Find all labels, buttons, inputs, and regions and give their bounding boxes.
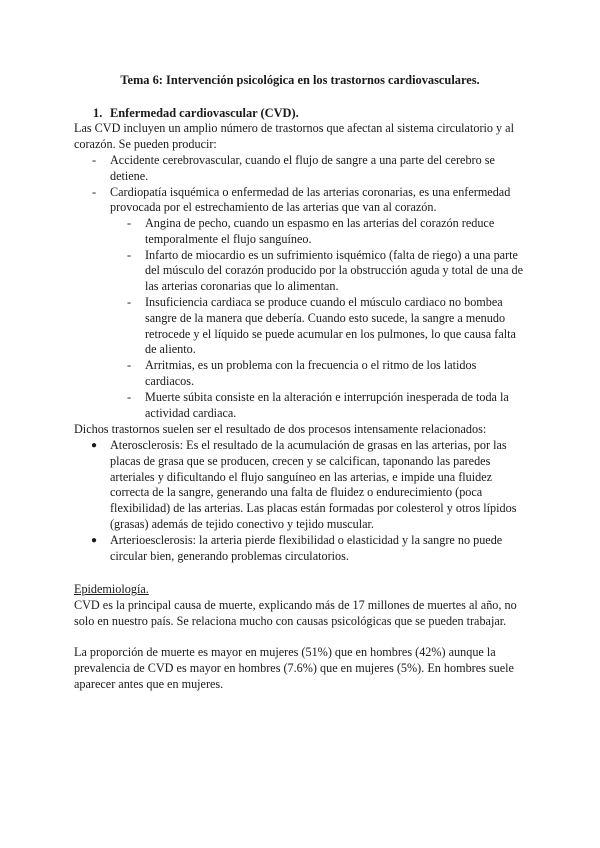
list-item	[127, 294, 525, 358]
list-item	[127, 247, 525, 295]
list-item-text: Aterosclerosis: Es el resultado de la acumulación de grasas en las arterias, por las placas de grasa que se producen, crecen y se calcifican, taponando las paredes arteriales y dificultando el flujo sanguíneo en las arterias, e impide una fluidez correcta de la sangre, generando una falta de fluidez o endurecimiento (poca flexibilidad) de las arterias. Las placas están formadas por colesterol y otros lípidos (grasas) además de tejido conectivo y tejido muscular.	[110, 438, 517, 531]
dash-marker: -	[127, 358, 132, 373]
section-number: 1.	[93, 106, 103, 120]
list-item-text: Accidente cerebrovascular, cuando el flujo de sangre a una parte del cerebro se detiene.	[110, 153, 495, 183]
epidemiology-paragraph-2: La proporción de muerte es mayor en mujeres (51%) que en hombres (42%) aunque la prevalencia de CVD es mayor en hombres (7.6%) que en mujeres (5%). En hombres suele aparecer antes que en mujeres.	[74, 645, 514, 691]
list-item-text: Angina de pecho, cuando un espasmo en las arterias del corazón reduce temporalmente el flujo sanguíneo.	[145, 216, 495, 246]
list-item	[91, 438, 525, 533]
dash-marker: -	[127, 294, 132, 309]
list-item-text: Arterioesclerosis: la arteria pierde flexibilidad o elasticidad y la sangre no puede circular bien, generando problemas circulatorios.	[110, 532, 503, 563]
dash-marker: -	[127, 389, 132, 404]
nested-dash-list	[127, 216, 525, 421]
processes-intro: Dichos trastornos suelen ser el resultado de dos procesos intensamente relacionados:	[74, 422, 487, 436]
section-heading	[93, 106, 299, 122]
list-item	[91, 532, 525, 565]
dash-marker: -	[92, 153, 97, 167]
list-item	[92, 153, 520, 185]
dash-marker: -	[92, 184, 97, 199]
list-item-text: Arritmias, es un problema con la frecuencia o el ritmo de los latidos cardiacos.	[145, 358, 477, 388]
dash-list	[92, 153, 520, 216]
list-item-text: Infarto de miocardio es un sufrimiento isquémico (falta de riego) a una parte del músculo del corazón producido por la obstrucción aguda y total de una de las arterias coronarias que lo alimentan.	[145, 247, 524, 294]
epidemiology-heading: Epidemiología.	[74, 582, 149, 596]
bullet-marker: ●	[91, 440, 98, 451]
section-title: Enfermedad cardiovascular (CVD).	[110, 106, 299, 120]
list-item-text: Muerte súbita consiste en la alteración e interrupción inesperada de toda la actividad cardiaca.	[145, 389, 509, 420]
list-item-text: Cardiopatía isquémica o enfermedad de las arterias coronarias, es una enfermedad provocada por el estrechamiento de las arterias que van al corazón.	[110, 184, 511, 215]
list-item	[127, 389, 525, 422]
list-item-text: Insuficiencia cardiaca se produce cuando el músculo cardiaco no bombea sangre de la manera que debería. Cuando esto sucede, la sangre a menudo retrocede y el líquido se puede acumular en los pulmones, lo que causa falta de aliento.	[145, 294, 516, 357]
list-item	[127, 358, 525, 390]
list-item	[92, 184, 520, 217]
list-item	[127, 216, 525, 248]
bullet-list	[91, 438, 525, 564]
intro-paragraph: Las CVD incluyen un amplio número de trastornos que afectan al sistema circulatorio y al corazón. Se pueden producir:	[74, 121, 514, 151]
epidemiology-paragraph-1: CVD es la principal causa de muerte, explicando más de 17 millones de muertes al año, no solo en nuestro país. Se relaciona mucho con causas psicológicas que se pueden trabajar.	[74, 598, 517, 628]
dash-marker: -	[127, 216, 132, 230]
dash-marker: -	[127, 247, 132, 262]
bullet-marker: ●	[91, 534, 98, 546]
page-title: Tema 6: Intervención psicológica en los trastornos cardiovasculares.	[120, 73, 480, 87]
